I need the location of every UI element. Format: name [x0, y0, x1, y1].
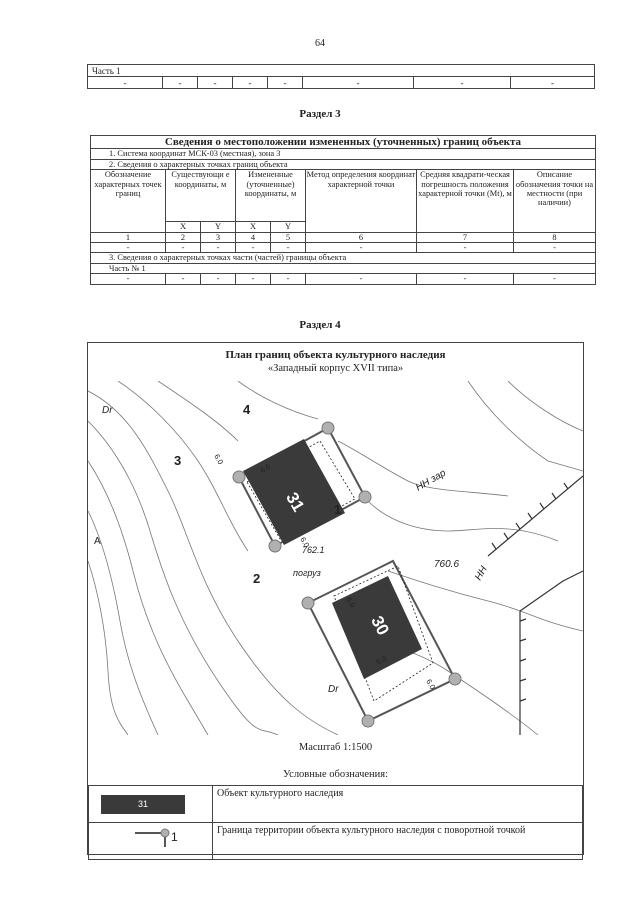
dash-cell: -	[417, 274, 514, 284]
symbol-point-label: 1	[171, 830, 178, 844]
dash-cell: -	[414, 77, 511, 89]
legend-row	[89, 823, 583, 860]
boundary-plan	[87, 342, 584, 855]
x-header: X	[236, 222, 271, 232]
part-points-row: 3. Сведения о характерных точках части (частей) границы объекта	[91, 253, 596, 263]
terrain-label: А	[94, 536, 101, 547]
num-cell: 2	[166, 232, 201, 242]
page-number: 64	[315, 38, 325, 49]
map-scale: Масштаб 1:1500	[298, 742, 373, 753]
area-label: НН	[473, 564, 490, 583]
dash-cell: -	[417, 242, 514, 252]
terrain-label: Dr	[102, 405, 113, 416]
dimension-label: 6.0	[344, 595, 358, 610]
col-header: Описание обозначения точки на местности (при наличии)	[514, 170, 596, 232]
points-info-row: 2. Сведения о характерных точках границ объекта	[91, 159, 596, 169]
dash-cell: -	[166, 242, 201, 252]
corner-point	[449, 673, 461, 685]
dash-cell: -	[306, 242, 417, 252]
object-symbol: 31	[101, 795, 185, 814]
dash-cell: -	[306, 274, 417, 284]
corner-point	[362, 715, 374, 727]
num-cell: 5	[271, 232, 306, 242]
col-header: Существующи е координаты, м	[166, 170, 236, 222]
boundary-30	[308, 561, 455, 721]
point-3	[233, 471, 245, 483]
point-2	[269, 540, 281, 552]
num-cell: 7	[417, 232, 514, 242]
dash-cell: -	[236, 242, 271, 252]
dash-cell: -	[271, 274, 306, 284]
boundary-point-symbol	[93, 825, 203, 853]
point-1	[359, 491, 371, 503]
dash-cell: -	[91, 274, 166, 284]
dash-cell: -	[166, 274, 201, 284]
top-table	[87, 64, 595, 89]
num-cell: 1	[91, 232, 166, 242]
dash-cell: -	[201, 274, 236, 284]
dimension-label: 6.0	[374, 653, 389, 667]
coord-system-row: 1. Система координат МСК-03 (местная), зона 3	[91, 149, 596, 159]
elevation-label: 760.6	[434, 559, 460, 570]
elevation-label: 762.1	[302, 545, 325, 555]
road-label: погруз	[293, 568, 321, 578]
num-cell: 3	[201, 232, 236, 242]
col-header: Обозначение характерных точек границ	[91, 170, 166, 232]
dash-cell: -	[303, 77, 414, 89]
point-label-2: 2	[253, 571, 261, 586]
dash-cell: -	[201, 242, 236, 252]
dash-cell: -	[268, 77, 303, 89]
num-cell: 8	[514, 232, 596, 242]
dimension-label: 6.0	[424, 677, 438, 692]
y-header: Y	[201, 222, 236, 232]
contour-lines	[88, 381, 583, 735]
section4-title: Раздел 4	[299, 319, 341, 331]
terrain-label: Dr	[328, 684, 339, 695]
area-label: НН зар	[414, 467, 448, 494]
legend-table	[88, 785, 583, 860]
num-cell: 6	[306, 232, 417, 242]
point-label-3: 3	[174, 453, 182, 468]
dash-cell: -	[198, 77, 233, 89]
part-label: Часть 1	[88, 65, 595, 77]
x-header: X	[166, 222, 201, 232]
dimension-label: 6.0	[298, 535, 312, 550]
plan-subtitle: «Западный корпус XVII типа»	[267, 363, 404, 374]
object-30-label: 30	[367, 612, 393, 639]
corner-point	[302, 597, 314, 609]
legend-title: Условные обозначения:	[282, 769, 388, 780]
col-header: Средняя квадрати-ческая погрешность положения характерной точки (Mt), м	[417, 170, 514, 232]
dash-cell: -	[514, 274, 596, 284]
dash-cell: -	[271, 242, 306, 252]
num-cell: 4	[236, 232, 271, 242]
dash-cell: -	[163, 77, 198, 89]
legend-text: Граница территории объекта культурного наследия с поворотной точкой	[213, 823, 583, 860]
slope-hatch	[488, 476, 583, 735]
dimension-label: 6.0	[258, 461, 273, 475]
section3-table	[90, 135, 596, 285]
dash-cell: -	[91, 242, 166, 252]
object-31-label: 31	[282, 489, 309, 515]
plan-title: План границ объекта культурного наследия	[225, 349, 446, 361]
point-4	[322, 422, 334, 434]
part-label: Часть № 1	[91, 263, 596, 273]
dash-cell: -	[236, 274, 271, 284]
dash-cell: -	[233, 77, 268, 89]
col-header: Измененные (уточненные) координаты, м	[236, 170, 306, 222]
site-map	[88, 381, 583, 735]
legend-row	[89, 786, 583, 823]
y-header: Y	[271, 222, 306, 232]
dash-cell: -	[88, 77, 163, 89]
point-label-1: 1	[334, 502, 342, 517]
dimension-label: 6.0	[212, 452, 226, 467]
dash-cell: -	[511, 77, 595, 89]
dash-cell: -	[514, 242, 596, 252]
table-title: Сведения о местоположении измененных (уточненных) границ объекта	[91, 136, 596, 149]
section3-title: Раздел 3	[299, 108, 341, 120]
legend-text: Объект культурного наследия	[213, 786, 583, 823]
point-label-4: 4	[243, 402, 251, 417]
col-header: Метод определения координат характерной точки	[306, 170, 417, 232]
